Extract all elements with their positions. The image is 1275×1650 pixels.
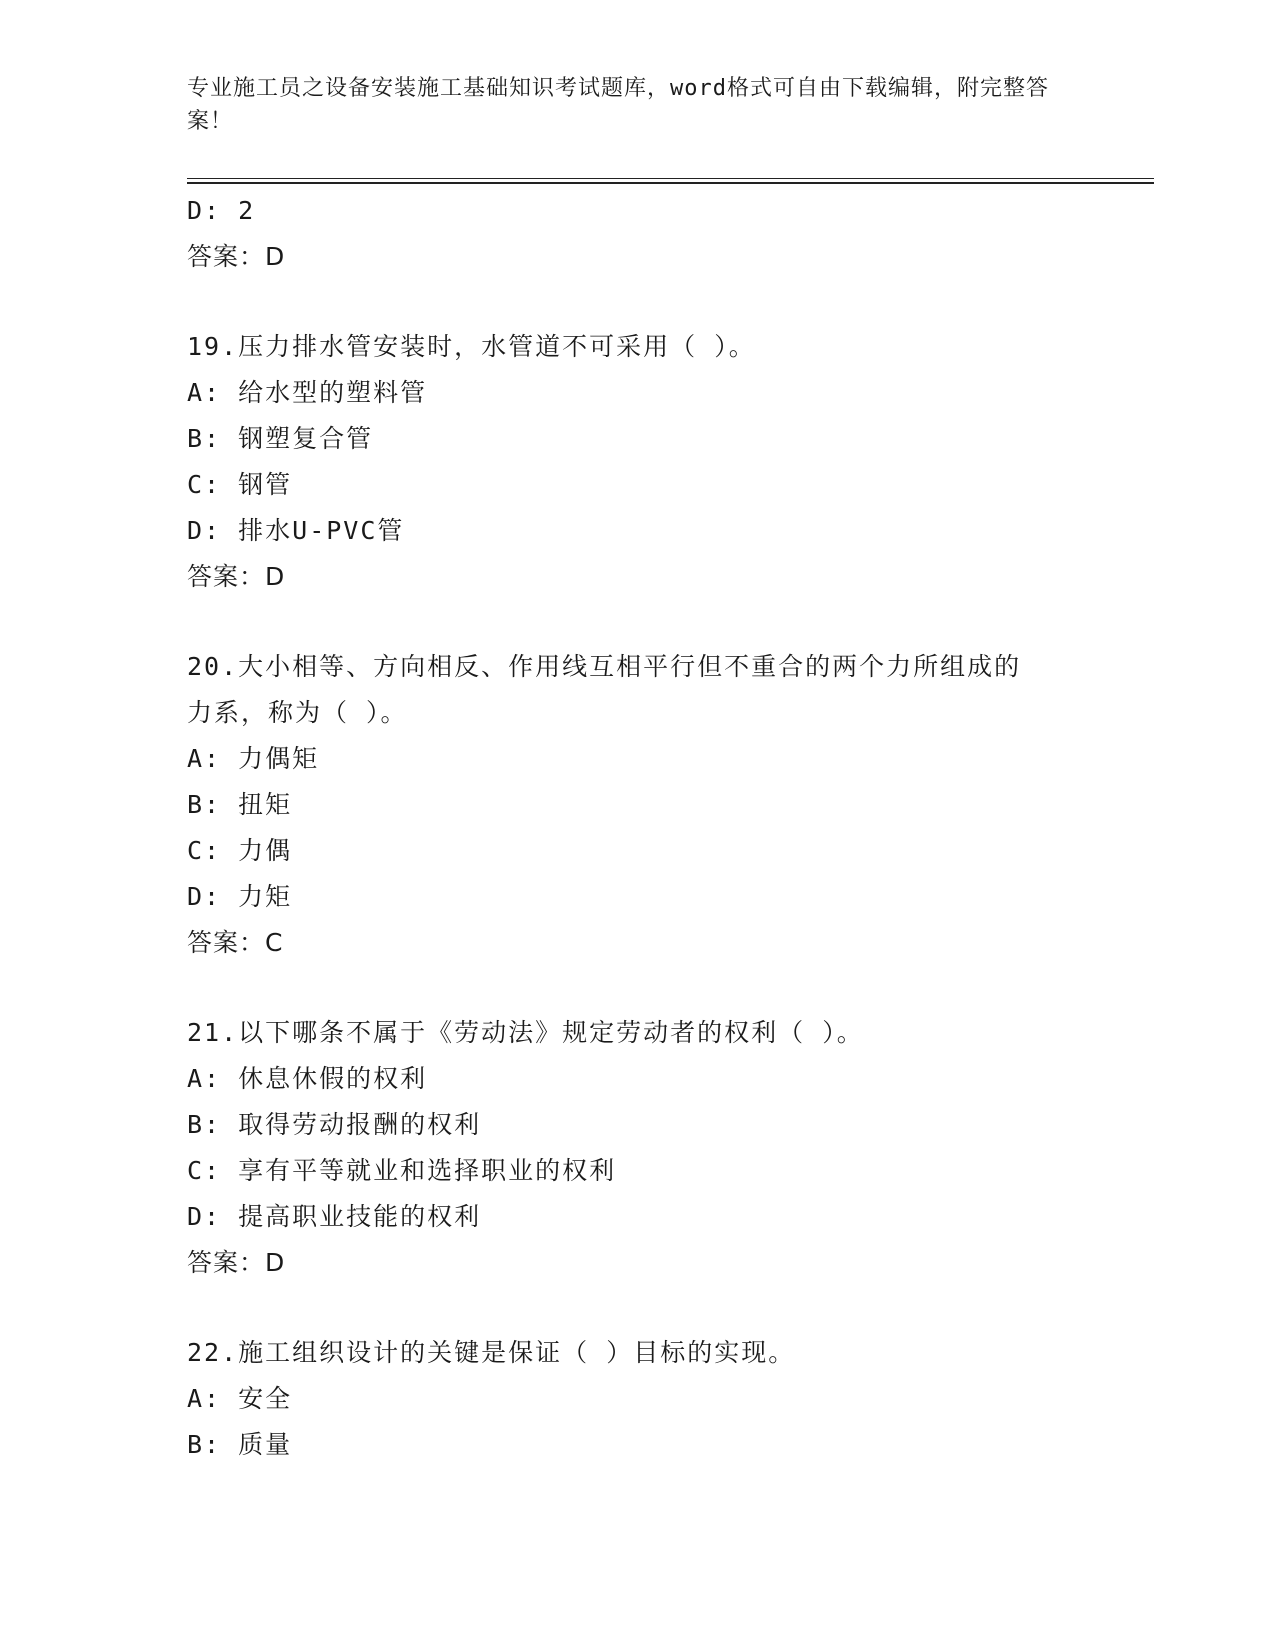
option-c: C: 力偶 [187, 836, 293, 865]
option-b: B: 钢塑复合管 [187, 424, 374, 453]
question-text: 21.以下哪条不属于《劳动法》规定劳动者的权利（ ）。 [187, 1018, 864, 1047]
question-19 [187, 324, 1087, 600]
option-b: B: 取得劳动报酬的权利 [187, 1110, 482, 1139]
spacer [187, 1286, 1087, 1330]
document-title: 专业施工员之设备安装施工基础知识考试题库，word格式可自由下载编辑，附完整答案！ [187, 76, 1049, 134]
option-d: D: 力矩 [187, 882, 293, 911]
option-d: D: 提高职业技能的权利 [187, 1202, 482, 1231]
spacer [187, 966, 1087, 1010]
option-c: C: 享有平等就业和选择职业的权利 [187, 1156, 617, 1185]
spacer [187, 280, 1087, 324]
option-c: C: 钢管 [187, 470, 293, 499]
question-text-line-1: 20.大小相等、方向相反、作用线互相平行但不重合的两个力所组成的 [187, 652, 1022, 681]
question-text: 22.施工组织设计的关键是保证（ ）目标的实现。 [187, 1338, 796, 1367]
option-a: A: 休息休假的权利 [187, 1064, 428, 1093]
answer-line: 答案：D [187, 1248, 286, 1277]
option-b: B: 质量 [187, 1430, 293, 1459]
question-20 [187, 644, 1087, 966]
question-list [187, 188, 1087, 1468]
document-header [187, 72, 1067, 138]
answer-line: 答案：C [187, 928, 284, 957]
question-21 [187, 1010, 1087, 1286]
option-d: D: 2 [187, 196, 256, 225]
question-text-line-2: 力系，称为（ ）。 [187, 698, 408, 727]
option-b: B: 扭矩 [187, 790, 293, 819]
spacer [187, 600, 1087, 644]
option-d: D: 排水U-PVC管 [187, 516, 405, 545]
question-text: 19.压力排水管安装时，水管道不可采用（ ）。 [187, 332, 756, 361]
option-a: A: 给水型的塑料管 [187, 378, 428, 407]
question-22 [187, 1330, 1087, 1468]
answer-line: 答案：D [187, 242, 286, 271]
header-divider [187, 178, 1154, 184]
answer-line: 答案：D [187, 562, 286, 591]
option-a: A: 安全 [187, 1384, 293, 1413]
option-a: A: 力偶矩 [187, 744, 320, 773]
